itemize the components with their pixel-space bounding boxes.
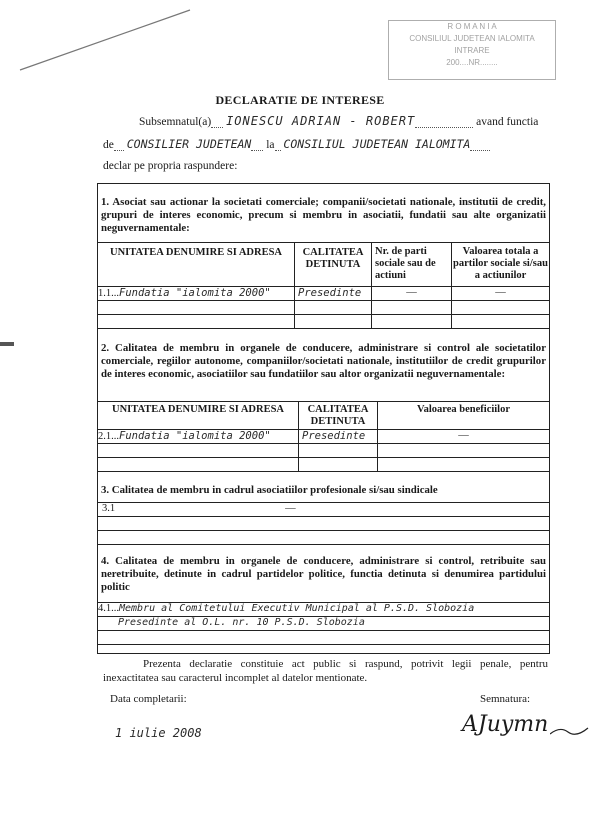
s1-col-unit: UNITATEA DENUMIRE SI ADRESA [98, 243, 295, 287]
signature-tail [550, 722, 590, 742]
avand-functia-label: avand functia [476, 116, 539, 128]
s1-col-value: Valoarea totala a partilor sociale si/sau a actiunilor [452, 243, 550, 287]
subsemnatul-label: Subsemnatul(a) [139, 116, 212, 128]
page-title: DECLARATIE DE INTERESE [215, 93, 385, 107]
la-label: la [266, 139, 275, 151]
de-label: de [103, 139, 114, 151]
signature [462, 712, 548, 737]
section2-table [97, 401, 550, 472]
section3-title: 3. Calitatea de membru in cadrul asociatiilor profesionale si/sau sindicale [101, 484, 438, 496]
s2-col-role: CALITATEA DETINUTA [299, 402, 378, 430]
stamp-line: 200....NR........ [446, 58, 498, 67]
stamp-line: R O M A N I A [447, 22, 497, 31]
s4-row-1 [98, 603, 550, 617]
section3-table [97, 502, 550, 545]
s4-row-2 [98, 617, 550, 631]
signature-label: Semnatura: [480, 693, 531, 705]
section4-title: 4. Calitatea de membru in organele de conducere, administrare si control, retribuite sau neretribuite, detinute in cadrul partidelor politice, functia detinuta si denumirea partidului politic [101, 555, 546, 593]
declarant-name: IONESCU ADRIAN - ROBERT [226, 114, 416, 128]
s2-row-unit [98, 430, 299, 444]
s4-row-line2: Presedinte al O.L. nr. 10 P.S.D. Slobozia [118, 617, 365, 628]
legal-statement: Prezenta declaratie constituie act public si raspund, potrivit legii penale, pentru inexactitatea sau caracterul incomplet al datelor mentionate. [103, 658, 548, 684]
section1-table [97, 242, 550, 329]
s4-row-num: 4.1... [98, 603, 119, 614]
s2-row-unit-value: Fundatia "ialomita 2000" [119, 430, 271, 442]
signature-value: AJuymn [462, 712, 549, 737]
scan-mark [0, 342, 14, 346]
s2-row-value: — [378, 430, 550, 444]
s3-row-value: — [285, 503, 296, 514]
s3-row-num: 3.1 [102, 503, 116, 514]
s1-row-parts: — [372, 287, 452, 301]
declar-text: declar pe propria raspundere: [103, 160, 238, 172]
s2-row-role: Presedinte [299, 430, 378, 444]
s1-col-role: CALITATEA DETINUTA [295, 243, 372, 287]
s1-row-role: Presedinte [295, 287, 372, 301]
scan-line [20, 10, 190, 70]
function-value: CONSILIER JUDETEAN [126, 137, 252, 151]
date-value: 1 iulie 2008 [115, 726, 202, 740]
function-line [103, 137, 490, 151]
section4-table [97, 602, 550, 645]
institution-value: CONSILIUL JUDETEAN IALOMITA [283, 137, 471, 151]
declarant-line [139, 114, 538, 128]
s1-col-parts: Nr. de parti sociale sau de actiuni [372, 243, 452, 287]
s1-row-num: 1.1... [98, 288, 119, 299]
stamp-line: CONSILIUL JUDETEAN IALOMITA [409, 34, 535, 43]
date-label: Data completarii: [110, 693, 187, 705]
s1-row-value: — [452, 287, 550, 301]
registration-stamp [388, 20, 556, 80]
section2-title: 2. Calitatea de membru in organele de conducere, administrare si control ale societatilor comerciale, regiilor autonome, companiilor/societati nationale, institutiilor de credit grupurilor de interes economic, asociatiilor sau fundatiilor sau altor organizatii neguvernamentale: [101, 342, 546, 380]
s2-col-value: Valoarea beneficiilor [378, 402, 550, 430]
s2-col-unit: UNITATEA DENUMIRE SI ADRESA [98, 402, 299, 430]
s2-row-num: 2.1... [98, 431, 119, 442]
s1-row-unit [98, 287, 295, 301]
section1-title: 1. Asociat sau actionar la societati comerciale; companii/societati nationale, institutii de credit, grupuri de interes economic, precum si membru in asociatii, fundatii sau alte organizatii neguvernamentale: [101, 196, 546, 234]
s4-row-line1: Membru al Comitetului Executiv Municipal al P.S.D. Slobozia [119, 603, 475, 614]
s1-row-unit-value: Fundatia "ialomita 2000" [119, 287, 271, 299]
stamp-line: INTRARE [454, 46, 490, 55]
s3-row [98, 503, 550, 517]
